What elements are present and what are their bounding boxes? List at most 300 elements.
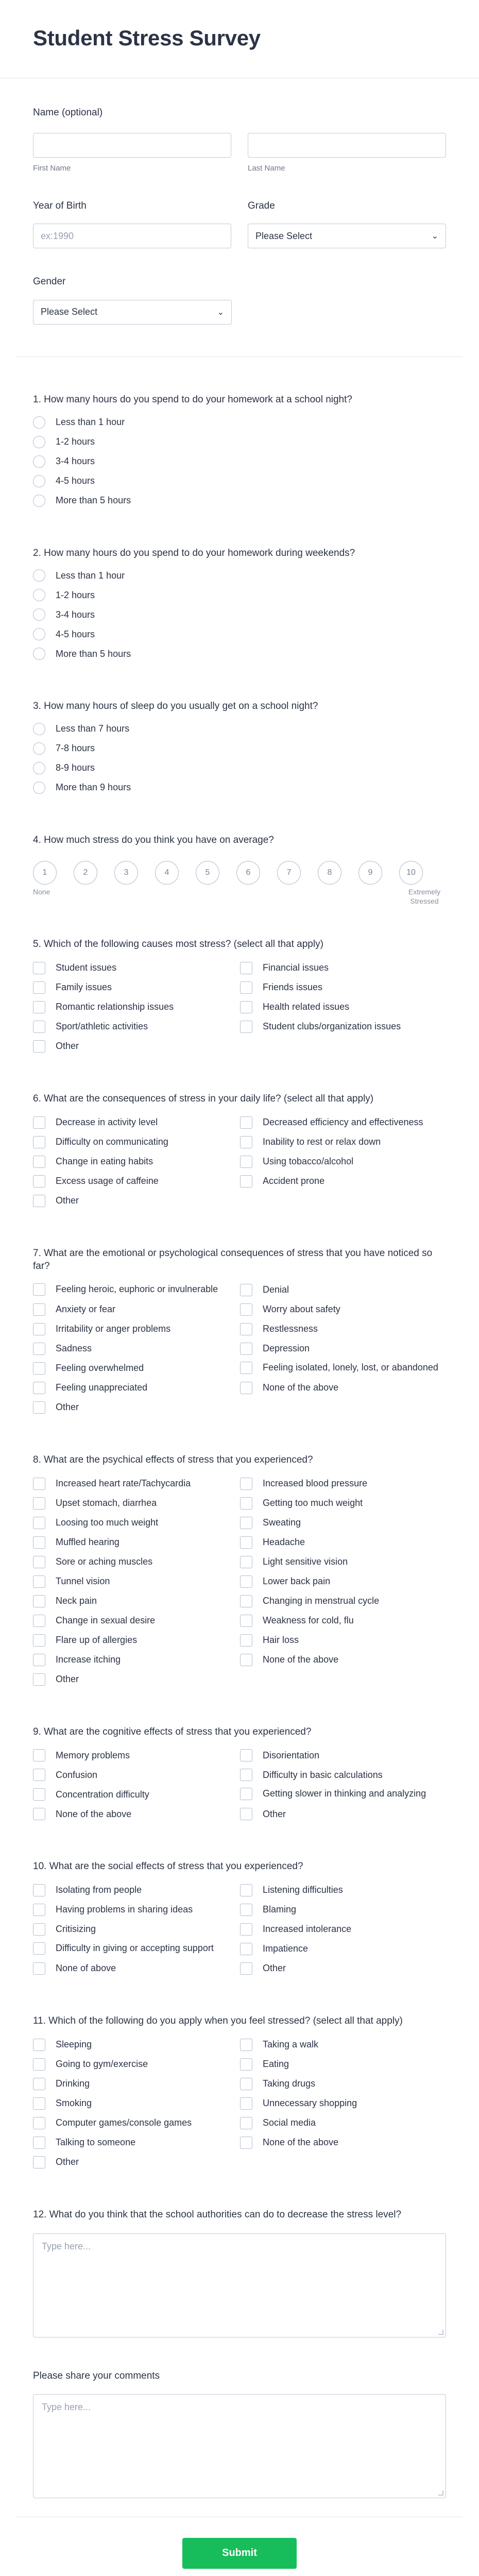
q8-option[interactable] <box>240 1631 447 1650</box>
checkbox[interactable] <box>33 1634 45 1647</box>
checkbox[interactable] <box>33 1497 45 1510</box>
checkbox[interactable] <box>33 1923 45 1936</box>
checkbox[interactable] <box>33 1788 45 1801</box>
q5-option-label: Student issues <box>56 962 117 973</box>
checkbox[interactable] <box>240 1923 252 1936</box>
checkbox[interactable] <box>33 1962 45 1975</box>
q8-option[interactable] <box>240 1474 447 1494</box>
radio-button[interactable] <box>33 436 45 448</box>
question-12-textarea[interactable] <box>33 2233 446 2337</box>
q11-option[interactable] <box>33 2133 240 2153</box>
radio-button[interactable] <box>33 628 45 640</box>
q7-option-label: Irritability or anger problems <box>56 1324 171 1334</box>
last-name-input[interactable] <box>248 133 446 158</box>
question-11-label: 11. Which of the following do you apply when you feel stressed? (select all that apply) <box>33 2015 403 2026</box>
q8-option-label: Sweating <box>263 1517 301 1528</box>
q11-option[interactable] <box>33 2055 240 2074</box>
q8-option[interactable] <box>240 1513 447 1533</box>
q8-option[interactable] <box>240 1494 447 1513</box>
checkbox[interactable] <box>240 1962 252 1975</box>
q3-option-label: 7-8 hours <box>56 743 95 754</box>
checkbox[interactable] <box>240 1634 252 1647</box>
q5-option[interactable] <box>33 1017 240 1037</box>
q11-option[interactable] <box>33 2035 240 2055</box>
checkbox[interactable] <box>240 1536 252 1549</box>
q9-option[interactable] <box>240 1765 447 1785</box>
q8-option-label: Headache <box>263 1536 305 1547</box>
q7-option[interactable] <box>33 1398 240 1417</box>
q7-option[interactable] <box>240 1319 447 1339</box>
q10-option[interactable] <box>33 1959 240 1978</box>
q8-option-label: Flare up of allergies <box>56 1634 138 1645</box>
q2-option[interactable] <box>33 644 446 664</box>
question-10-options <box>33 1880 446 1978</box>
q7-option[interactable] <box>33 1339 240 1359</box>
checkbox[interactable] <box>33 1615 45 1627</box>
scale-option[interactable]: 6 <box>236 861 260 885</box>
q11-option[interactable] <box>33 2113 240 2133</box>
q11-option[interactable] <box>240 2133 447 2153</box>
q9-option[interactable] <box>33 1804 240 1824</box>
q8-option[interactable] <box>33 1494 240 1513</box>
first-name-input[interactable] <box>33 133 231 158</box>
q10-option-label: Impatience <box>263 1943 309 1954</box>
checkbox[interactable] <box>33 1478 45 1490</box>
q8-option[interactable] <box>33 1474 240 1494</box>
q7-option[interactable] <box>240 1300 447 1319</box>
checkbox[interactable] <box>240 1156 252 1168</box>
q7-option[interactable] <box>33 1319 240 1339</box>
q8-option[interactable] <box>33 1533 240 1552</box>
question-2-options <box>33 566 446 664</box>
chevron-down-icon: ⌄ <box>431 232 438 241</box>
q7-option[interactable] <box>33 1359 240 1378</box>
q1-option[interactable] <box>33 432 446 452</box>
q5-option[interactable] <box>33 997 240 1017</box>
checkbox[interactable] <box>33 2156 45 2168</box>
q1-option[interactable] <box>33 471 446 491</box>
q3-option[interactable] <box>33 739 446 758</box>
radio-button[interactable] <box>33 608 45 621</box>
q10-option[interactable] <box>240 1920 447 1939</box>
scale-option[interactable]: 10 <box>399 861 423 885</box>
q7-option-label: Feeling unappreciated <box>56 1382 148 1393</box>
checkbox[interactable] <box>33 1303 45 1316</box>
comments-field <box>33 2369 446 2498</box>
checkbox[interactable] <box>33 1673 45 1686</box>
checkbox[interactable] <box>33 1283 45 1296</box>
q10-option-label: Increased intolerance <box>263 1924 352 1935</box>
checkbox[interactable] <box>240 1001 252 1013</box>
checkbox[interactable] <box>33 1343 45 1355</box>
q6-option-label: Decreased efficiency and effectiveness <box>263 1117 423 1128</box>
q11-option[interactable] <box>33 2094 240 2113</box>
q9-option[interactable] <box>240 1804 447 1824</box>
checkbox[interactable] <box>33 1175 45 1188</box>
q7-option-label: None of the above <box>263 1382 339 1393</box>
checkbox[interactable] <box>33 1808 45 1820</box>
q8-option[interactable] <box>33 1611 240 1631</box>
q5-option-label: Sport/athletic activities <box>56 1021 148 1032</box>
checkbox[interactable] <box>33 1195 45 1207</box>
scale-option[interactable]: 5 <box>196 861 219 885</box>
q5-option[interactable] <box>240 978 447 997</box>
q10-option-label: Difficulty in giving or accepting support <box>56 1942 214 1953</box>
q5-option[interactable] <box>33 978 240 997</box>
radio-button[interactable] <box>33 762 45 774</box>
q7-option[interactable] <box>240 1339 447 1359</box>
checkbox[interactable] <box>33 1382 45 1394</box>
question-8-label: 8. What are the psychical effects of stress that you experienced? <box>33 1454 313 1466</box>
checkbox[interactable] <box>33 1001 45 1013</box>
checkbox[interactable] <box>240 1136 252 1148</box>
question-2-label: 2. How many hours do you spend to do your homework during weekends? <box>33 547 355 558</box>
checkbox[interactable] <box>33 1021 45 1033</box>
comments-textarea[interactable] <box>33 2394 446 2498</box>
q8-option-label: Upset stomach, diarrhea <box>56 1497 157 1508</box>
q11-option-label: None of the above <box>263 2137 339 2147</box>
q2-option[interactable] <box>33 605 446 624</box>
checkbox[interactable] <box>33 1749 45 1761</box>
grade-select[interactable] <box>248 224 446 248</box>
gender-select-value: Please Select <box>41 307 98 317</box>
q3-option[interactable] <box>33 719 446 739</box>
q2-option[interactable] <box>33 585 446 605</box>
form-title: Student Stress Survey <box>33 26 261 50</box>
checkbox[interactable] <box>33 1362 45 1375</box>
q8-option[interactable] <box>33 1631 240 1650</box>
q5-option[interactable] <box>240 958 447 978</box>
checkbox[interactable] <box>240 1654 252 1666</box>
checkbox[interactable] <box>240 2078 252 2090</box>
q3-option-label: More than 9 hours <box>56 782 131 793</box>
q10-option[interactable] <box>33 1939 240 1959</box>
q6-option[interactable] <box>33 1152 240 1172</box>
checkbox[interactable] <box>240 1575 252 1588</box>
q6-option[interactable] <box>33 1132 240 1152</box>
radio-button[interactable] <box>33 495 45 507</box>
q5-option[interactable] <box>240 997 447 1017</box>
scale-option[interactable]: 2 <box>74 861 97 885</box>
q8-option[interactable] <box>33 1552 240 1572</box>
q8-option[interactable] <box>33 1591 240 1611</box>
q8-option-label: Loosing too much weight <box>56 1517 159 1528</box>
question-5-label: 5. Which of the following causes most stress? (select all that apply) <box>33 939 323 950</box>
q10-option[interactable] <box>33 1920 240 1939</box>
checkbox[interactable] <box>33 2078 45 2090</box>
checkbox[interactable] <box>33 1401 45 1414</box>
resize-handle-icon[interactable] <box>438 2330 443 2335</box>
q9-option[interactable] <box>240 1785 447 1804</box>
checkbox[interactable] <box>240 1904 252 1916</box>
checkbox[interactable] <box>33 1323 45 1335</box>
q11-option[interactable] <box>240 2074 447 2094</box>
resize-handle-icon[interactable] <box>438 2490 443 2496</box>
checkbox[interactable] <box>240 1884 252 1896</box>
q9-option[interactable] <box>33 1765 240 1785</box>
q5-option-label: Friends issues <box>263 982 323 993</box>
q3-option-label: 8-9 hours <box>56 762 95 773</box>
submit-button[interactable]: Submit <box>182 2538 297 2569</box>
scale-option[interactable]: 9 <box>358 861 382 885</box>
q8-option[interactable] <box>240 1552 447 1572</box>
checkbox[interactable] <box>240 2137 252 2149</box>
q11-option[interactable] <box>240 2055 447 2074</box>
q6-option[interactable] <box>33 1172 240 1191</box>
checkbox[interactable] <box>240 2058 252 2071</box>
scale-option[interactable]: 4 <box>155 861 179 885</box>
checkbox[interactable] <box>33 1904 45 1916</box>
question-11-options <box>33 2035 446 2172</box>
checkbox[interactable] <box>240 1517 252 1529</box>
q3-option[interactable] <box>33 758 446 778</box>
q1-option-label: 3-4 hours <box>56 455 95 466</box>
checkbox[interactable] <box>33 1595 45 1607</box>
q7-option[interactable] <box>33 1280 240 1300</box>
q10-option[interactable] <box>240 1939 447 1959</box>
q11-option[interactable] <box>33 2074 240 2094</box>
name-field <box>33 106 446 173</box>
checkbox[interactable] <box>33 1575 45 1588</box>
radio-button[interactable] <box>33 416 45 429</box>
checkbox[interactable] <box>240 1284 252 1296</box>
q9-option-label: Disorientation <box>263 1750 320 1760</box>
radio-button[interactable] <box>33 742 45 755</box>
q8-option[interactable] <box>240 1533 447 1552</box>
checkbox[interactable] <box>240 1788 252 1800</box>
q5-option-label: Health related issues <box>263 1002 350 1012</box>
checkbox[interactable] <box>33 2137 45 2149</box>
checkbox[interactable] <box>240 2117 252 2129</box>
q7-option-label: Feeling overwhelmed <box>56 1363 144 1374</box>
checkbox[interactable] <box>240 1303 252 1316</box>
question-6-options <box>33 1113 446 1211</box>
q7-option[interactable] <box>240 1280 447 1300</box>
checkbox[interactable] <box>33 1769 45 1781</box>
q10-option[interactable] <box>33 1880 240 1900</box>
checkbox[interactable] <box>33 1942 45 1955</box>
q11-option-label: Other <box>56 2156 79 2167</box>
q8-option[interactable] <box>240 1572 447 1591</box>
q1-option[interactable] <box>33 413 446 432</box>
question-1-label: 1. How many hours do you spend to do your homework at a school night? <box>33 394 352 405</box>
q1-option-label: 1-2 hours <box>56 436 95 447</box>
checkbox[interactable] <box>33 1556 45 1568</box>
question-12-placeholder: Type here... <box>42 2241 91 2252</box>
q9-option[interactable] <box>33 1785 240 1804</box>
q10-option-label: Having problems in sharing ideas <box>56 1904 193 1915</box>
q9-option[interactable] <box>33 1745 240 1765</box>
checkbox[interactable] <box>33 1536 45 1549</box>
q7-option[interactable] <box>33 1378 240 1398</box>
year-of-birth-label: Year of Birth <box>33 200 87 211</box>
checkbox[interactable] <box>240 1749 252 1761</box>
q1-option[interactable] <box>33 452 446 471</box>
q8-option[interactable] <box>33 1650 240 1670</box>
checkbox[interactable] <box>33 1654 45 1666</box>
question-3-label: 3. How many hours of sleep do you usually get on a school night? <box>33 701 318 712</box>
scale-option[interactable]: 8 <box>318 861 341 885</box>
checkbox[interactable] <box>33 2117 45 2129</box>
q10-option-label: None of above <box>56 1963 116 1974</box>
question-6-label: 6. What are the consequences of stress in your daily life? (select all that apply) <box>33 1093 374 1105</box>
checkbox[interactable] <box>240 1323 252 1335</box>
q11-option[interactable] <box>33 2153 240 2172</box>
checkbox[interactable] <box>240 1343 252 1355</box>
checkbox[interactable] <box>240 2039 252 2051</box>
checkbox[interactable] <box>33 2097 45 2110</box>
q8-option[interactable] <box>240 1591 447 1611</box>
q2-option-label: 3-4 hours <box>56 609 95 620</box>
comments-placeholder: Type here... <box>42 2401 91 2412</box>
q2-option-label: Less than 1 hour <box>56 570 125 581</box>
q8-option[interactable] <box>33 1572 240 1591</box>
checkbox[interactable] <box>240 1116 252 1129</box>
q7-option-label: Anxiety or fear <box>56 1304 116 1315</box>
radio-button[interactable] <box>33 455 45 468</box>
question-12 <box>33 2208 446 2338</box>
gender-label: Gender <box>33 276 66 287</box>
year-of-birth-input[interactable]: ex:1990 <box>33 224 231 248</box>
q10-option[interactable] <box>240 1959 447 1978</box>
checkbox[interactable] <box>33 1884 45 1896</box>
q6-option-label: Accident prone <box>263 1176 325 1187</box>
q8-option-label: Increase itching <box>56 1654 121 1665</box>
checkbox[interactable] <box>33 2058 45 2071</box>
checkbox[interactable] <box>240 962 252 974</box>
q8-option-label: Increased blood pressure <box>263 1478 368 1488</box>
q5-option[interactable] <box>33 958 240 978</box>
q1-option-label: More than 5 hours <box>56 495 131 505</box>
radio-button[interactable] <box>33 648 45 660</box>
q3-option[interactable] <box>33 778 446 798</box>
q9-option[interactable] <box>240 1745 447 1765</box>
q11-option[interactable] <box>240 2113 447 2133</box>
q8-option[interactable] <box>240 1650 447 1670</box>
checkbox[interactable] <box>240 1615 252 1627</box>
q10-option[interactable] <box>240 1880 447 1900</box>
question-1 <box>33 393 446 511</box>
radio-button[interactable] <box>33 589 45 601</box>
question-3-options <box>33 719 446 798</box>
radio-button[interactable] <box>33 475 45 487</box>
q6-option[interactable] <box>240 1152 447 1172</box>
scale-option[interactable]: 7 <box>277 861 301 885</box>
checkbox[interactable] <box>240 1362 252 1374</box>
q11-option[interactable] <box>240 2094 447 2113</box>
q10-option[interactable] <box>240 1900 447 1920</box>
checkbox[interactable] <box>240 1808 252 1820</box>
q6-option[interactable] <box>33 1191 240 1211</box>
question-9-options <box>33 1745 446 1824</box>
q10-option[interactable] <box>33 1900 240 1920</box>
q8-option-label: Neck pain <box>56 1595 97 1606</box>
q7-option[interactable] <box>240 1378 447 1398</box>
checkbox[interactable] <box>240 1021 252 1033</box>
last-name-sublabel: Last Name <box>248 163 285 173</box>
scale-option[interactable]: 3 <box>114 861 138 885</box>
question-3 <box>33 700 446 798</box>
checkbox[interactable] <box>240 1497 252 1510</box>
grade-label: Grade <box>248 200 275 211</box>
grade-field <box>248 199 446 249</box>
scale-option[interactable]: 1 <box>33 861 57 885</box>
question-8 <box>33 1453 446 1689</box>
checkbox[interactable] <box>240 1382 252 1394</box>
q5-option[interactable] <box>33 1037 240 1056</box>
checkbox[interactable] <box>240 1595 252 1607</box>
checkbox[interactable] <box>33 1040 45 1053</box>
q9-option-label: Getting slower in thinking and analyzing <box>263 1788 426 1799</box>
q6-option[interactable] <box>240 1132 447 1152</box>
q6-option[interactable] <box>240 1172 447 1191</box>
radio-button[interactable] <box>33 569 45 582</box>
q11-option[interactable] <box>240 2035 447 2055</box>
checkbox[interactable] <box>33 2039 45 2051</box>
checkbox[interactable] <box>240 1556 252 1568</box>
gender-select[interactable] <box>33 300 232 325</box>
checkbox[interactable] <box>33 1116 45 1129</box>
checkbox[interactable] <box>33 981 45 994</box>
checkbox[interactable] <box>240 1478 252 1490</box>
q8-option[interactable] <box>33 1513 240 1533</box>
radio-button[interactable] <box>33 723 45 735</box>
checkbox[interactable] <box>240 981 252 994</box>
checkbox[interactable] <box>33 1517 45 1529</box>
checkbox[interactable] <box>240 1175 252 1188</box>
q10-option-label: Blaming <box>263 1904 297 1915</box>
checkbox[interactable] <box>240 1943 252 1955</box>
question-1-options <box>33 413 446 511</box>
q8-option[interactable] <box>240 1611 447 1631</box>
form-header <box>0 0 479 78</box>
q7-option[interactable] <box>240 1359 447 1378</box>
question-8-options <box>33 1474 446 1689</box>
checkbox[interactable] <box>33 1136 45 1148</box>
q5-option-label: Romantic relationship issues <box>56 1002 174 1012</box>
q5-option[interactable] <box>240 1017 447 1037</box>
q11-option-label: Sleeping <box>56 2039 92 2049</box>
q11-option-label: Social media <box>263 2117 316 2128</box>
radio-button[interactable] <box>33 782 45 794</box>
question-9-label: 9. What are the cognitive effects of stress that you experienced? <box>33 1726 312 1737</box>
q6-option[interactable] <box>240 1113 447 1132</box>
q2-option-label: 1-2 hours <box>56 589 95 600</box>
q9-option-label: Confusion <box>56 1769 98 1780</box>
checkbox[interactable] <box>33 962 45 974</box>
checkbox[interactable] <box>240 2097 252 2110</box>
name-label: Name (optional) <box>33 107 103 118</box>
checkbox[interactable] <box>240 1769 252 1781</box>
q8-option[interactable] <box>33 1670 240 1689</box>
gender-field <box>33 275 232 325</box>
q6-option-label: Inability to rest or relax down <box>263 1137 381 1147</box>
q7-option-label: Restlessness <box>263 1324 318 1334</box>
q6-option[interactable] <box>33 1113 240 1132</box>
question-5-options <box>33 958 446 1056</box>
q1-option[interactable] <box>33 491 446 511</box>
q2-option[interactable] <box>33 624 446 644</box>
q6-option-label: Using tobacco/alcohol <box>263 1156 354 1167</box>
q2-option[interactable] <box>33 566 446 585</box>
q11-option-label: Going to gym/exercise <box>56 2058 148 2069</box>
q10-option-label: Other <box>263 1963 286 1974</box>
checkbox[interactable] <box>33 1156 45 1168</box>
question-12-label: 12. What do you think that the school authorities can do to decrease the stress level? <box>33 2209 402 2220</box>
q7-option[interactable] <box>33 1300 240 1319</box>
form-body <box>0 106 479 325</box>
question-11 <box>33 2014 446 2172</box>
